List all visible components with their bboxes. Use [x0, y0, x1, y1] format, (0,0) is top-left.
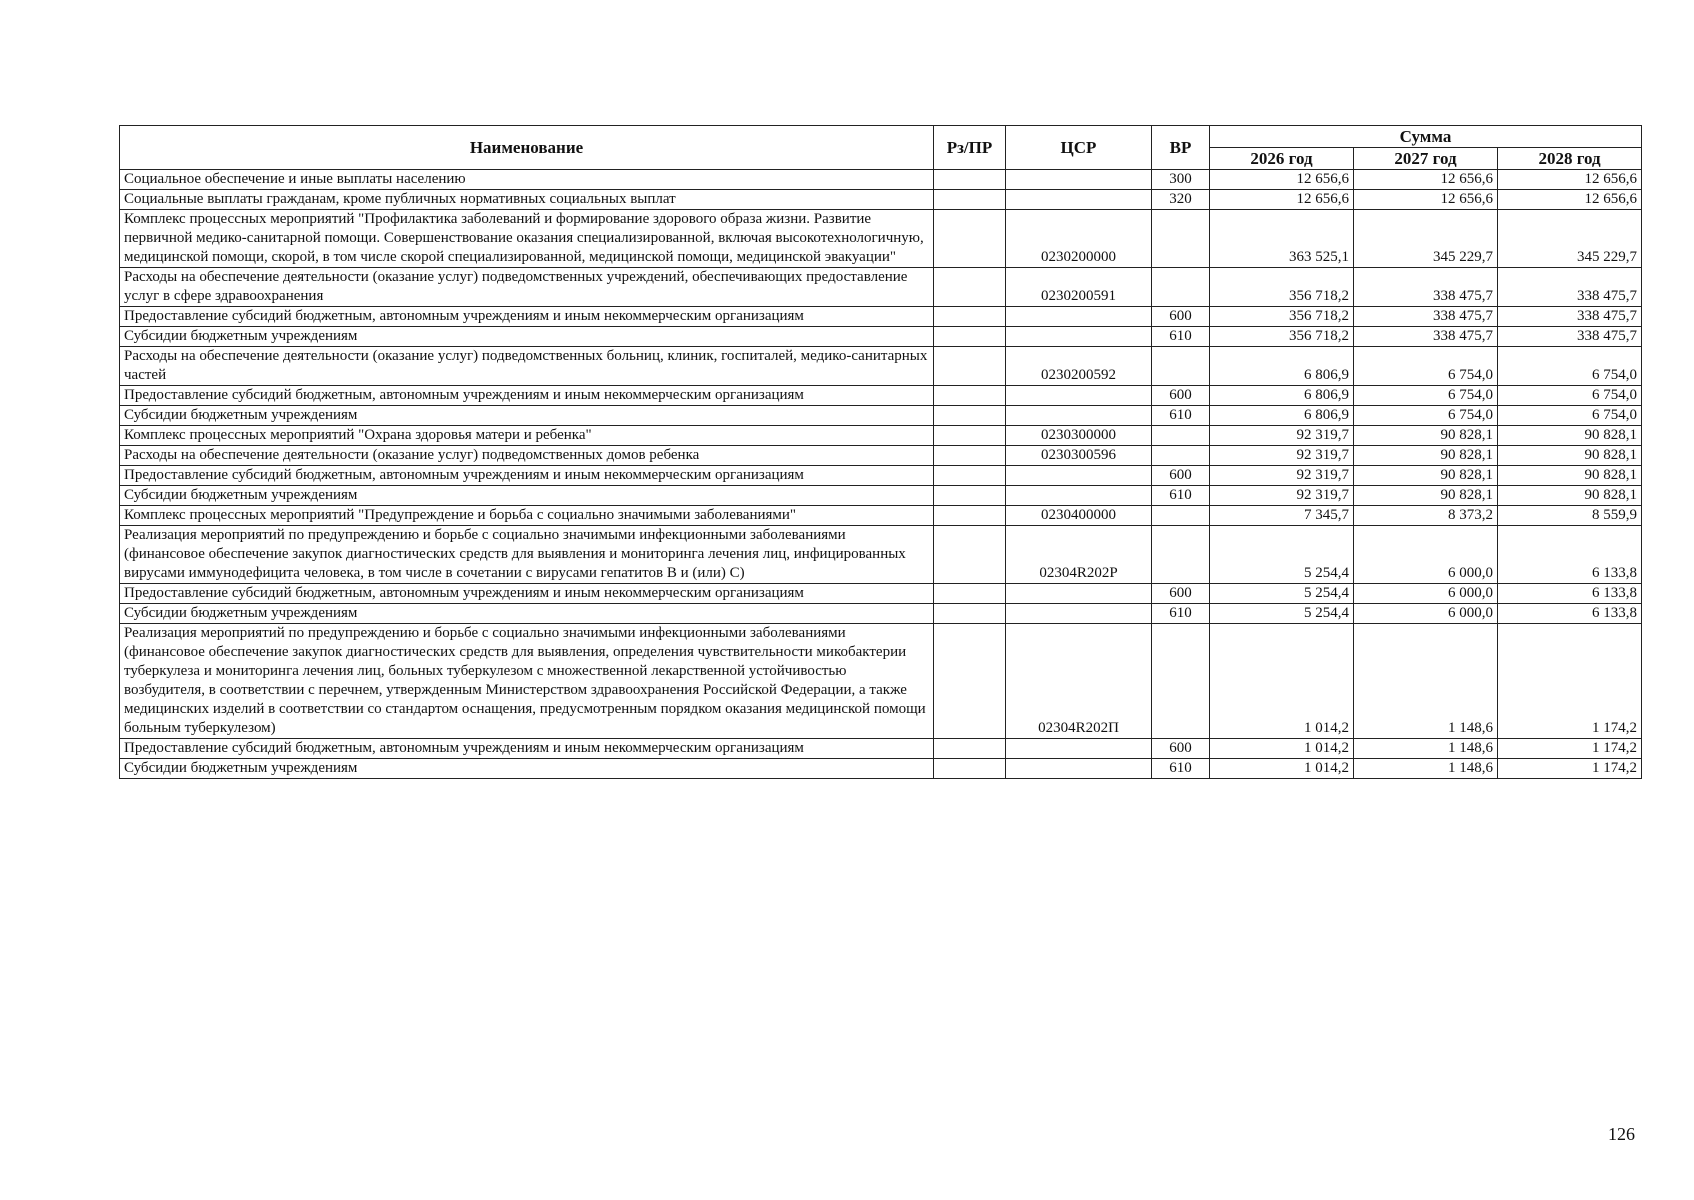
page-number: 126: [1608, 1124, 1635, 1144]
cell-name: Субсидии бюджетным учреждениям: [120, 604, 934, 624]
cell-rzpr: [934, 426, 1006, 446]
table-row: [120, 486, 1642, 506]
table-row: [120, 584, 1642, 604]
cell-rzpr: [934, 466, 1006, 486]
cell-2026: 6 806,9: [1210, 406, 1354, 426]
cell-2026: 92 319,7: [1210, 486, 1354, 506]
cell-csr: [1006, 327, 1152, 347]
cell-2027: 90 828,1: [1354, 426, 1498, 446]
cell-2028: 90 828,1: [1498, 466, 1642, 486]
cell-name: Комплекс процессных мероприятий "Предупреждение и борьба с социально значимыми заболеваниями": [120, 506, 934, 526]
cell-vr: 600: [1152, 386, 1210, 406]
cell-2028: 8 559,9: [1498, 506, 1642, 526]
cell-2026: 6 806,9: [1210, 386, 1354, 406]
cell-csr: [1006, 739, 1152, 759]
cell-vr: [1152, 347, 1210, 386]
cell-2028: 1 174,2: [1498, 759, 1642, 779]
cell-2028: 338 475,7: [1498, 307, 1642, 327]
header-sum: Сумма: [1210, 126, 1642, 148]
cell-2028: 6 133,8: [1498, 526, 1642, 584]
cell-2026: 363 525,1: [1210, 210, 1354, 268]
cell-csr: [1006, 759, 1152, 779]
cell-csr: [1006, 584, 1152, 604]
table-row: [120, 759, 1642, 779]
cell-name: Комплекс процессных мероприятий "Профилактика заболеваний и формирование здорового образа жизни. Развитие первичной медико-санитарной помощи. Совершенствование оказания специализированной, включая высокотехнологичную, медицинской помощи, скорой, в том числе скорой специализированной, медицинской помощи, медицинской эвакуации": [120, 210, 934, 268]
cell-csr: [1006, 486, 1152, 506]
cell-rzpr: [934, 170, 1006, 190]
cell-csr: 02304R202P: [1006, 526, 1152, 584]
cell-name: Субсидии бюджетным учреждениям: [120, 759, 934, 779]
cell-csr: [1006, 170, 1152, 190]
cell-2026: 1 014,2: [1210, 759, 1354, 779]
cell-2027: 90 828,1: [1354, 446, 1498, 466]
cell-2028: 90 828,1: [1498, 486, 1642, 506]
header-year-2027: 2027 год: [1354, 148, 1498, 170]
cell-2027: 338 475,7: [1354, 327, 1498, 347]
cell-csr: 0230200591: [1006, 268, 1152, 307]
cell-2028: 12 656,6: [1498, 190, 1642, 210]
cell-rzpr: [934, 347, 1006, 386]
cell-csr: 0230200000: [1006, 210, 1152, 268]
cell-2026: 1 014,2: [1210, 739, 1354, 759]
cell-vr: 600: [1152, 307, 1210, 327]
cell-rzpr: [934, 327, 1006, 347]
cell-2028: 12 656,6: [1498, 170, 1642, 190]
cell-2026: 12 656,6: [1210, 170, 1354, 190]
cell-rzpr: [934, 190, 1006, 210]
cell-csr: 0230300000: [1006, 426, 1152, 446]
cell-csr: [1006, 386, 1152, 406]
cell-vr: 600: [1152, 466, 1210, 486]
table-row: [120, 604, 1642, 624]
cell-csr: 0230300596: [1006, 446, 1152, 466]
table-row: [120, 327, 1642, 347]
cell-vr: 600: [1152, 739, 1210, 759]
table-row: [120, 506, 1642, 526]
cell-2028: 6 133,8: [1498, 604, 1642, 624]
cell-vr: 610: [1152, 759, 1210, 779]
cell-2028: 90 828,1: [1498, 446, 1642, 466]
cell-2028: 345 229,7: [1498, 210, 1642, 268]
cell-csr: [1006, 466, 1152, 486]
cell-2027: 6 000,0: [1354, 584, 1498, 604]
cell-rzpr: [934, 486, 1006, 506]
cell-name: Расходы на обеспечение деятельности (оказание услуг) подведомственных учреждений, обеспечивающих предоставление услуг в сфере здравоохранения: [120, 268, 934, 307]
cell-vr: [1152, 506, 1210, 526]
cell-vr: [1152, 210, 1210, 268]
table-row: [120, 406, 1642, 426]
cell-name: Реализация мероприятий по предупреждению и борьбе с социально значимыми инфекционными заболеваниями (финансовое обеспечение закупок диагностических средств для выявления и мониторинга лечения лиц, инфицированных вирусами иммунодефицита человека, в том числе в сочетании с вирусами гепатитов B и (или) C): [120, 526, 934, 584]
header-vr: ВР: [1152, 126, 1210, 170]
cell-name: Социальные выплаты гражданам, кроме публичных нормативных социальных выплат: [120, 190, 934, 210]
cell-2027: 12 656,6: [1354, 190, 1498, 210]
cell-name: Субсидии бюджетным учреждениям: [120, 486, 934, 506]
cell-2027: 1 148,6: [1354, 624, 1498, 739]
table-row: [120, 170, 1642, 190]
cell-2027: 1 148,6: [1354, 739, 1498, 759]
header-year-2028: 2028 год: [1498, 148, 1642, 170]
cell-name: Социальное обеспечение и иные выплаты населению: [120, 170, 934, 190]
table-body: [120, 170, 1642, 779]
cell-csr: [1006, 190, 1152, 210]
cell-rzpr: [934, 406, 1006, 426]
cell-2026: 5 254,4: [1210, 526, 1354, 584]
cell-vr: 610: [1152, 406, 1210, 426]
cell-rzpr: [934, 268, 1006, 307]
table-row: [120, 466, 1642, 486]
header-year-2026: 2026 год: [1210, 148, 1354, 170]
table-row: [120, 739, 1642, 759]
cell-2028: 338 475,7: [1498, 268, 1642, 307]
header-csr: ЦСР: [1006, 126, 1152, 170]
cell-rzpr: [934, 210, 1006, 268]
cell-2026: 92 319,7: [1210, 426, 1354, 446]
table-row: [120, 210, 1642, 268]
cell-vr: 320: [1152, 190, 1210, 210]
cell-2026: 356 718,2: [1210, 327, 1354, 347]
cell-vr: [1152, 446, 1210, 466]
table-row: [120, 386, 1642, 406]
cell-name: Предоставление субсидий бюджетным, автономным учреждениям и иным некоммерческим организациям: [120, 584, 934, 604]
cell-rzpr: [934, 526, 1006, 584]
table-row: [120, 347, 1642, 386]
cell-2027: 338 475,7: [1354, 268, 1498, 307]
cell-vr: [1152, 426, 1210, 446]
cell-2027: 338 475,7: [1354, 307, 1498, 327]
cell-name: Реализация мероприятий по предупреждению и борьбе с социально значимыми инфекционными заболеваниями (финансовое обеспечение закупок диагностических средств для выявления, определения чувствительности микобактерии туберкулеза и мониторинга лечения лиц, больных туберкулезом с множественной лекарственной устойчивостью возбудителя, в соответствии с перечнем, утвержденным Министерством здравоохранения Российской Федерации, а также медицинских изделий в соответствии со стандартом оснащения, предусмотренным порядком оказания медицинской помощи больным туберкулезом): [120, 624, 934, 739]
cell-vr: [1152, 624, 1210, 739]
header-name: Наименование: [120, 126, 934, 170]
cell-2026: 356 718,2: [1210, 268, 1354, 307]
cell-2028: 6 754,0: [1498, 386, 1642, 406]
cell-2026: 6 806,9: [1210, 347, 1354, 386]
cell-2026: 7 345,7: [1210, 506, 1354, 526]
cell-rzpr: [934, 759, 1006, 779]
cell-name: Субсидии бюджетным учреждениям: [120, 327, 934, 347]
cell-2026: 5 254,4: [1210, 604, 1354, 624]
cell-name: Расходы на обеспечение деятельности (оказание услуг) подведомственных домов ребенка: [120, 446, 934, 466]
cell-2026: 92 319,7: [1210, 466, 1354, 486]
header-row-top: [120, 126, 1642, 148]
table-row: [120, 268, 1642, 307]
cell-2028: 6 133,8: [1498, 584, 1642, 604]
table-row: [120, 526, 1642, 584]
cell-vr: 610: [1152, 327, 1210, 347]
cell-name: Предоставление субсидий бюджетным, автономным учреждениям и иным некоммерческим организациям: [120, 466, 934, 486]
cell-2028: 90 828,1: [1498, 426, 1642, 446]
cell-2027: 8 373,2: [1354, 506, 1498, 526]
cell-name: Комплекс процессных мероприятий "Охрана здоровья матери и ребенка": [120, 426, 934, 446]
budget-table: [119, 125, 1642, 779]
cell-2027: 6 754,0: [1354, 406, 1498, 426]
table-row: [120, 426, 1642, 446]
cell-vr: [1152, 526, 1210, 584]
table-row: [120, 190, 1642, 210]
cell-2027: 1 148,6: [1354, 759, 1498, 779]
cell-2027: 90 828,1: [1354, 486, 1498, 506]
cell-rzpr: [934, 624, 1006, 739]
cell-2028: 1 174,2: [1498, 739, 1642, 759]
cell-2027: 6 000,0: [1354, 526, 1498, 584]
cell-csr: [1006, 406, 1152, 426]
cell-csr: 0230400000: [1006, 506, 1152, 526]
cell-2028: 338 475,7: [1498, 327, 1642, 347]
cell-2028: 6 754,0: [1498, 347, 1642, 386]
cell-vr: 600: [1152, 584, 1210, 604]
cell-rzpr: [934, 584, 1006, 604]
cell-csr: 02304R202П: [1006, 624, 1152, 739]
header-rzpr: Рз/ПР: [934, 126, 1006, 170]
cell-2027: 6 754,0: [1354, 347, 1498, 386]
table-row: [120, 624, 1642, 739]
cell-2027: 345 229,7: [1354, 210, 1498, 268]
cell-vr: 610: [1152, 486, 1210, 506]
cell-2028: 6 754,0: [1498, 406, 1642, 426]
cell-vr: [1152, 268, 1210, 307]
table-row: [120, 307, 1642, 327]
cell-rzpr: [934, 386, 1006, 406]
cell-rzpr: [934, 739, 1006, 759]
cell-rzpr: [934, 307, 1006, 327]
cell-rzpr: [934, 446, 1006, 466]
cell-csr: 0230200592: [1006, 347, 1152, 386]
cell-2026: 1 014,2: [1210, 624, 1354, 739]
cell-name: Расходы на обеспечение деятельности (оказание услуг) подведомственных больниц, клиник, госпиталей, медико-санитарных частей: [120, 347, 934, 386]
cell-2026: 12 656,6: [1210, 190, 1354, 210]
cell-vr: 300: [1152, 170, 1210, 190]
cell-2026: 5 254,4: [1210, 584, 1354, 604]
cell-2026: 356 718,2: [1210, 307, 1354, 327]
cell-2027: 12 656,6: [1354, 170, 1498, 190]
cell-2027: 90 828,1: [1354, 466, 1498, 486]
cell-rzpr: [934, 506, 1006, 526]
cell-name: Субсидии бюджетным учреждениям: [120, 406, 934, 426]
cell-name: Предоставление субсидий бюджетным, автономным учреждениям и иным некоммерческим организациям: [120, 386, 934, 406]
cell-csr: [1006, 604, 1152, 624]
cell-rzpr: [934, 604, 1006, 624]
cell-vr: 610: [1152, 604, 1210, 624]
cell-2027: 6 000,0: [1354, 604, 1498, 624]
cell-2027: 6 754,0: [1354, 386, 1498, 406]
cell-csr: [1006, 307, 1152, 327]
cell-name: Предоставление субсидий бюджетным, автономным учреждениям и иным некоммерческим организациям: [120, 739, 934, 759]
cell-2028: 1 174,2: [1498, 624, 1642, 739]
cell-name: Предоставление субсидий бюджетным, автономным учреждениям и иным некоммерческим организациям: [120, 307, 934, 327]
table-row: [120, 446, 1642, 466]
cell-2026: 92 319,7: [1210, 446, 1354, 466]
